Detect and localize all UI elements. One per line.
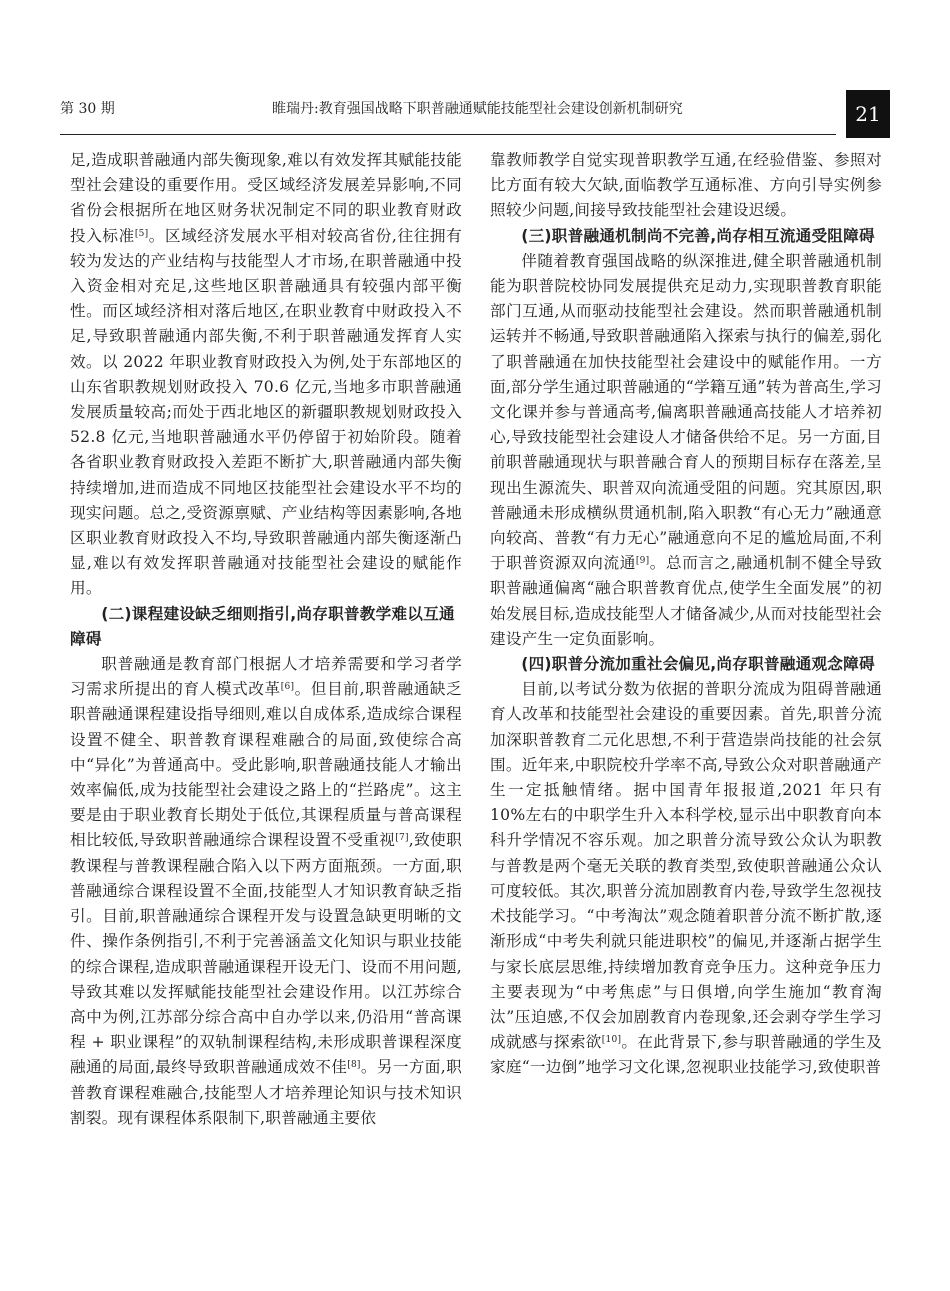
page-number: 21 bbox=[846, 90, 890, 138]
text: 伴随着教育强国战略的纵深推进,健全职普融通机制能为职普院校协同发展提供充足动力,实现职普教育职能部门互通,从而驱动技能型社会建设。然而职普融通机制运转并不畅通,导致职普融通陷入探索与执行的偏差,弱化了职普融通在加快技能型社会建设中的赋能作用。一方面,部分学生通过职普融通的“学籍互通”转为普高生,学习文化课并参与普通高考,偏离职普融通高技能人才培养初心,导致技能型社会建设人才储备供给不足。另一方面,目前职普融通现状与职普融合育人的预期目标存在落差,呈现出生源流失、职普双向流通受阻的问题。究其原因,职普融通未形成横纵贯通机制,陷入职教“有心无力”融通意向较高、普教“有力无心”融通意向不足的尴尬局面,不利于职普资源双向流通 bbox=[490, 251, 882, 573]
text: 职普融通是教育部门根据人才培养需要和学习者学习需求所提出的育人模式改革 bbox=[70, 655, 462, 699]
header-rule bbox=[60, 134, 836, 135]
section-heading-3: (三)职普融通机制尚不完善,尚存相互流通受阻障碍 bbox=[521, 226, 875, 245]
paragraph bbox=[70, 148, 462, 602]
paragraph bbox=[490, 677, 882, 1080]
citation: [7] bbox=[395, 833, 409, 844]
citation: [6] bbox=[280, 682, 295, 693]
text: 。但目前,职普融通缺乏职普融通课程建设指导细则,难以自成体系,造成综合课程设置不健全、职普教育课程难融合的局面,致使综合高中“异化”为普通高中。受此影响,职普融通技能人才输出效率偏低,成为技能型社会建设之路上的“拦路虎”。这主要是由于职业教育长期处于低位,其课程质量与普高课程相比较低,导致职普融通综合课程设置不受重视 bbox=[70, 680, 462, 850]
right-column bbox=[490, 148, 882, 1081]
text: 。在此背景下,参与职普融通的学生及家庭“一边倒”地学习文化课,忽视职业技能学习,致使职普 bbox=[490, 1033, 882, 1077]
paragraph bbox=[70, 652, 462, 1131]
page-header bbox=[60, 90, 890, 138]
section-heading-4: (四)职普分流加重社会偏见,尚存职普融通观念障碍 bbox=[521, 655, 875, 674]
text: ,致使职教课程与普教课程融合陷入以下两方面瓶颈。一方面,职普融通综合课程设置不全面,技能型人才知识教育缺乏指引。目前,职普融通综合课程开发与设置急缺更明晰的文件、操作条例指引,不利于完善涵盖文化知识与职业技能的综合课程,造成职普融通课程开设无门、设而不用问题,导致其难以发挥赋能技能型社会建设作用。以江苏综合高中为例,江苏部分综合高中自办学以来,仍沿用“普高课程 + 职业课程”的双轨制课程结构,未形成职普课程深度融通的局面,最终导致职普融通成效不佳 bbox=[70, 831, 462, 1077]
running-title: 睢瑞丹:教育强国战略下职普融通赋能技能型社会建设创新机制研究 bbox=[272, 101, 683, 117]
paragraph bbox=[490, 249, 882, 652]
text: 。区域经济发展水平相对较高省份,往往拥有较为发达的产业结构与技能型人才市场,在职普融通中投入资金相对充足,这些地区职普融通具有较强内部平衡性。而区域经济相对落后地区,在职业教育中财政投入不足,导致职普融通内部失衡,不利于职普融通发挥育人实效。以 2022 年职业教育财政投入为例,处于东部地区的山东省职教规划财政投入 70.6 亿元,当地多市职普融通发展质量较高;而处于西北地区的新疆职教规划财政投入 52.8 亿元,当地职普融通水平仍停留于初始阶段。随着各省职业教育财政投入差距不断扩大,职普融通内部失衡持续增加,进而造成不同地区技能型社会建设水平不均的现实问题。总之,受资源禀赋、产业结构等因素影响,各地区职业教育财政投入不均,导致职普融通内部失衡逐渐凸显,难以有效发挥职普融通对技能型社会建设的赋能作用。 bbox=[70, 226, 462, 598]
paragraph: 靠教师教学自觉实现普职教学互通,在经验借鉴、参照对比方面有较大欠缺,面临教学互通标准、方向引导实例参照较少问题,间接导致技能型社会建设迟缓。 bbox=[490, 151, 882, 220]
section-heading-2: (二)课程建设缺乏细则指引,尚存职普教学难以互通障碍 bbox=[70, 604, 455, 648]
text: 目前,以考试分数为依据的普职分流成为阻碍普融通育人改革和技能型社会建设的重要因素。首先,职普分流加深职普教育二元化思想,不利于营造崇尚技能的社会氛围。近年来,中职院校升学率不高,导致公众对职普融通产生一定抵触情绪。据中国青年报报道,2021 年只有 10%左右的中职学生升入本科学校,显示出中职教育向本科升学情况不容乐观。加之职普分流导致公众认为职教与普教是两个毫无关联的教育类型,致使职普融通公众认可度较低。其次,职普分流加剧教育内卷,导致学生忽视技术技能学习。“中考淘汰”观念随着职普分流不断扩散,逐渐形成“中考失利就只能进职校”的偏见,并逐渐占据学生与家长底层思维,持续增加教育竞争压力。这种竞争压力主要表现为“中考焦虑”与日俱增,向学生施加“教育淘汰”压迫感,不仅会加剧教育内卷现象,还会剥夺学生学习成就感与探索欲 bbox=[490, 680, 882, 1052]
left-column bbox=[70, 148, 462, 1131]
citation: [9] bbox=[635, 556, 650, 567]
citation: [5] bbox=[134, 228, 149, 239]
issue-number: 第 30 期 bbox=[60, 101, 115, 117]
citation: [10] bbox=[601, 1035, 622, 1046]
citation: [8] bbox=[347, 1060, 361, 1071]
text: 。另一方面,职普教育课程难融合,技能型人才培养理论知识与技术知识割裂。现有课程体系限制下,职普融通主要依 bbox=[70, 1058, 462, 1127]
text: 足,造成职普融通内部失衡现象,难以有效发挥其赋能技能型社会建设的重要作用。受区域经济发展差异影响,不同省份会根据所在地区财务状况制定不同的职业教育财政投入标准 bbox=[70, 151, 462, 245]
text: 。总而言之,融通机制不健全导致职普融通偏离“融合职普教育优点,使学生全面发展”的初始发展目标,造成技能型人才储备减少,从而对技能型社会建设产生一定负面影响。 bbox=[490, 554, 882, 648]
